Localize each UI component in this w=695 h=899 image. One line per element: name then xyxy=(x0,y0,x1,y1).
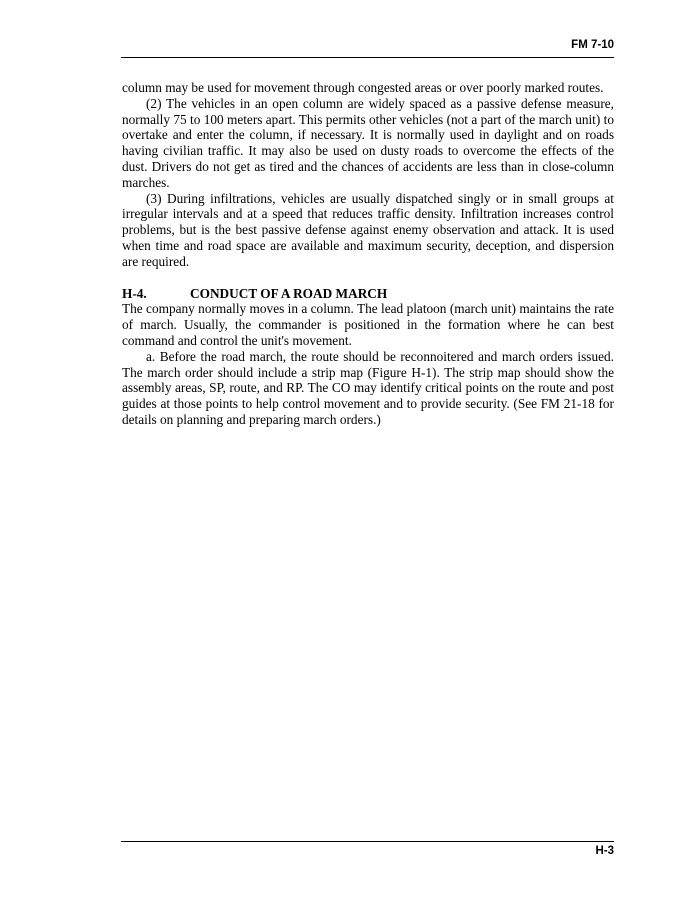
paragraph-2: (2) The vehicles in an open column are widely spaced as a passive defense measure, normally 75 to 100 meters apart. This permits other vehicles (not a part of the march unit) to overtake and enter the column, if necessary. It is normally used in daylight and on roads having civilian traffic. It may also be used on dusty roads to overcome the effects of the dust. Drivers do not get as tired and the chances of accidents are less than in close-column marches. xyxy=(122,95,614,190)
section-heading xyxy=(122,286,614,302)
paragraph-a: a. Before the road march, the route should be reconnoitered and march orders issued. The march order should include a strip map (Figure H-1). The strip map should show the assembly areas, SP, route, and RP. The CO may identify critical points on the route and post guides at those points to help control movement and to provide security. (See FM 21-18 for details on planning and preparing march orders.) xyxy=(122,348,614,427)
section-title: CONDUCT OF A ROAD MARCH xyxy=(190,285,388,301)
page-number: H-3 xyxy=(595,845,614,857)
body-text xyxy=(122,80,614,428)
footer-rule xyxy=(121,841,614,842)
header-rule xyxy=(121,57,614,58)
paragraph-3: (3) During infiltrations, vehicles are usually dispatched singly or in small groups at irregular intervals and at a speed that reduces traffic density. Infiltration increases control problems, but is the best passive defense against enemy observation and attack. It is used when time and road space are available and maximum security, deception, and dispersion are required. xyxy=(122,190,614,269)
running-header-manual-id: FM 7-10 xyxy=(571,39,614,51)
paragraph-continued: column may be used for movement through congested areas or over poorly marked routes. xyxy=(122,80,604,95)
section-number: H-4. xyxy=(122,285,147,301)
section-intro-paragraph: The company normally moves in a column. The lead platoon (march unit) maintains the rate of march. Usually, the commander is positioned in the formation where he can best command and control the unit's movement. xyxy=(122,301,614,348)
